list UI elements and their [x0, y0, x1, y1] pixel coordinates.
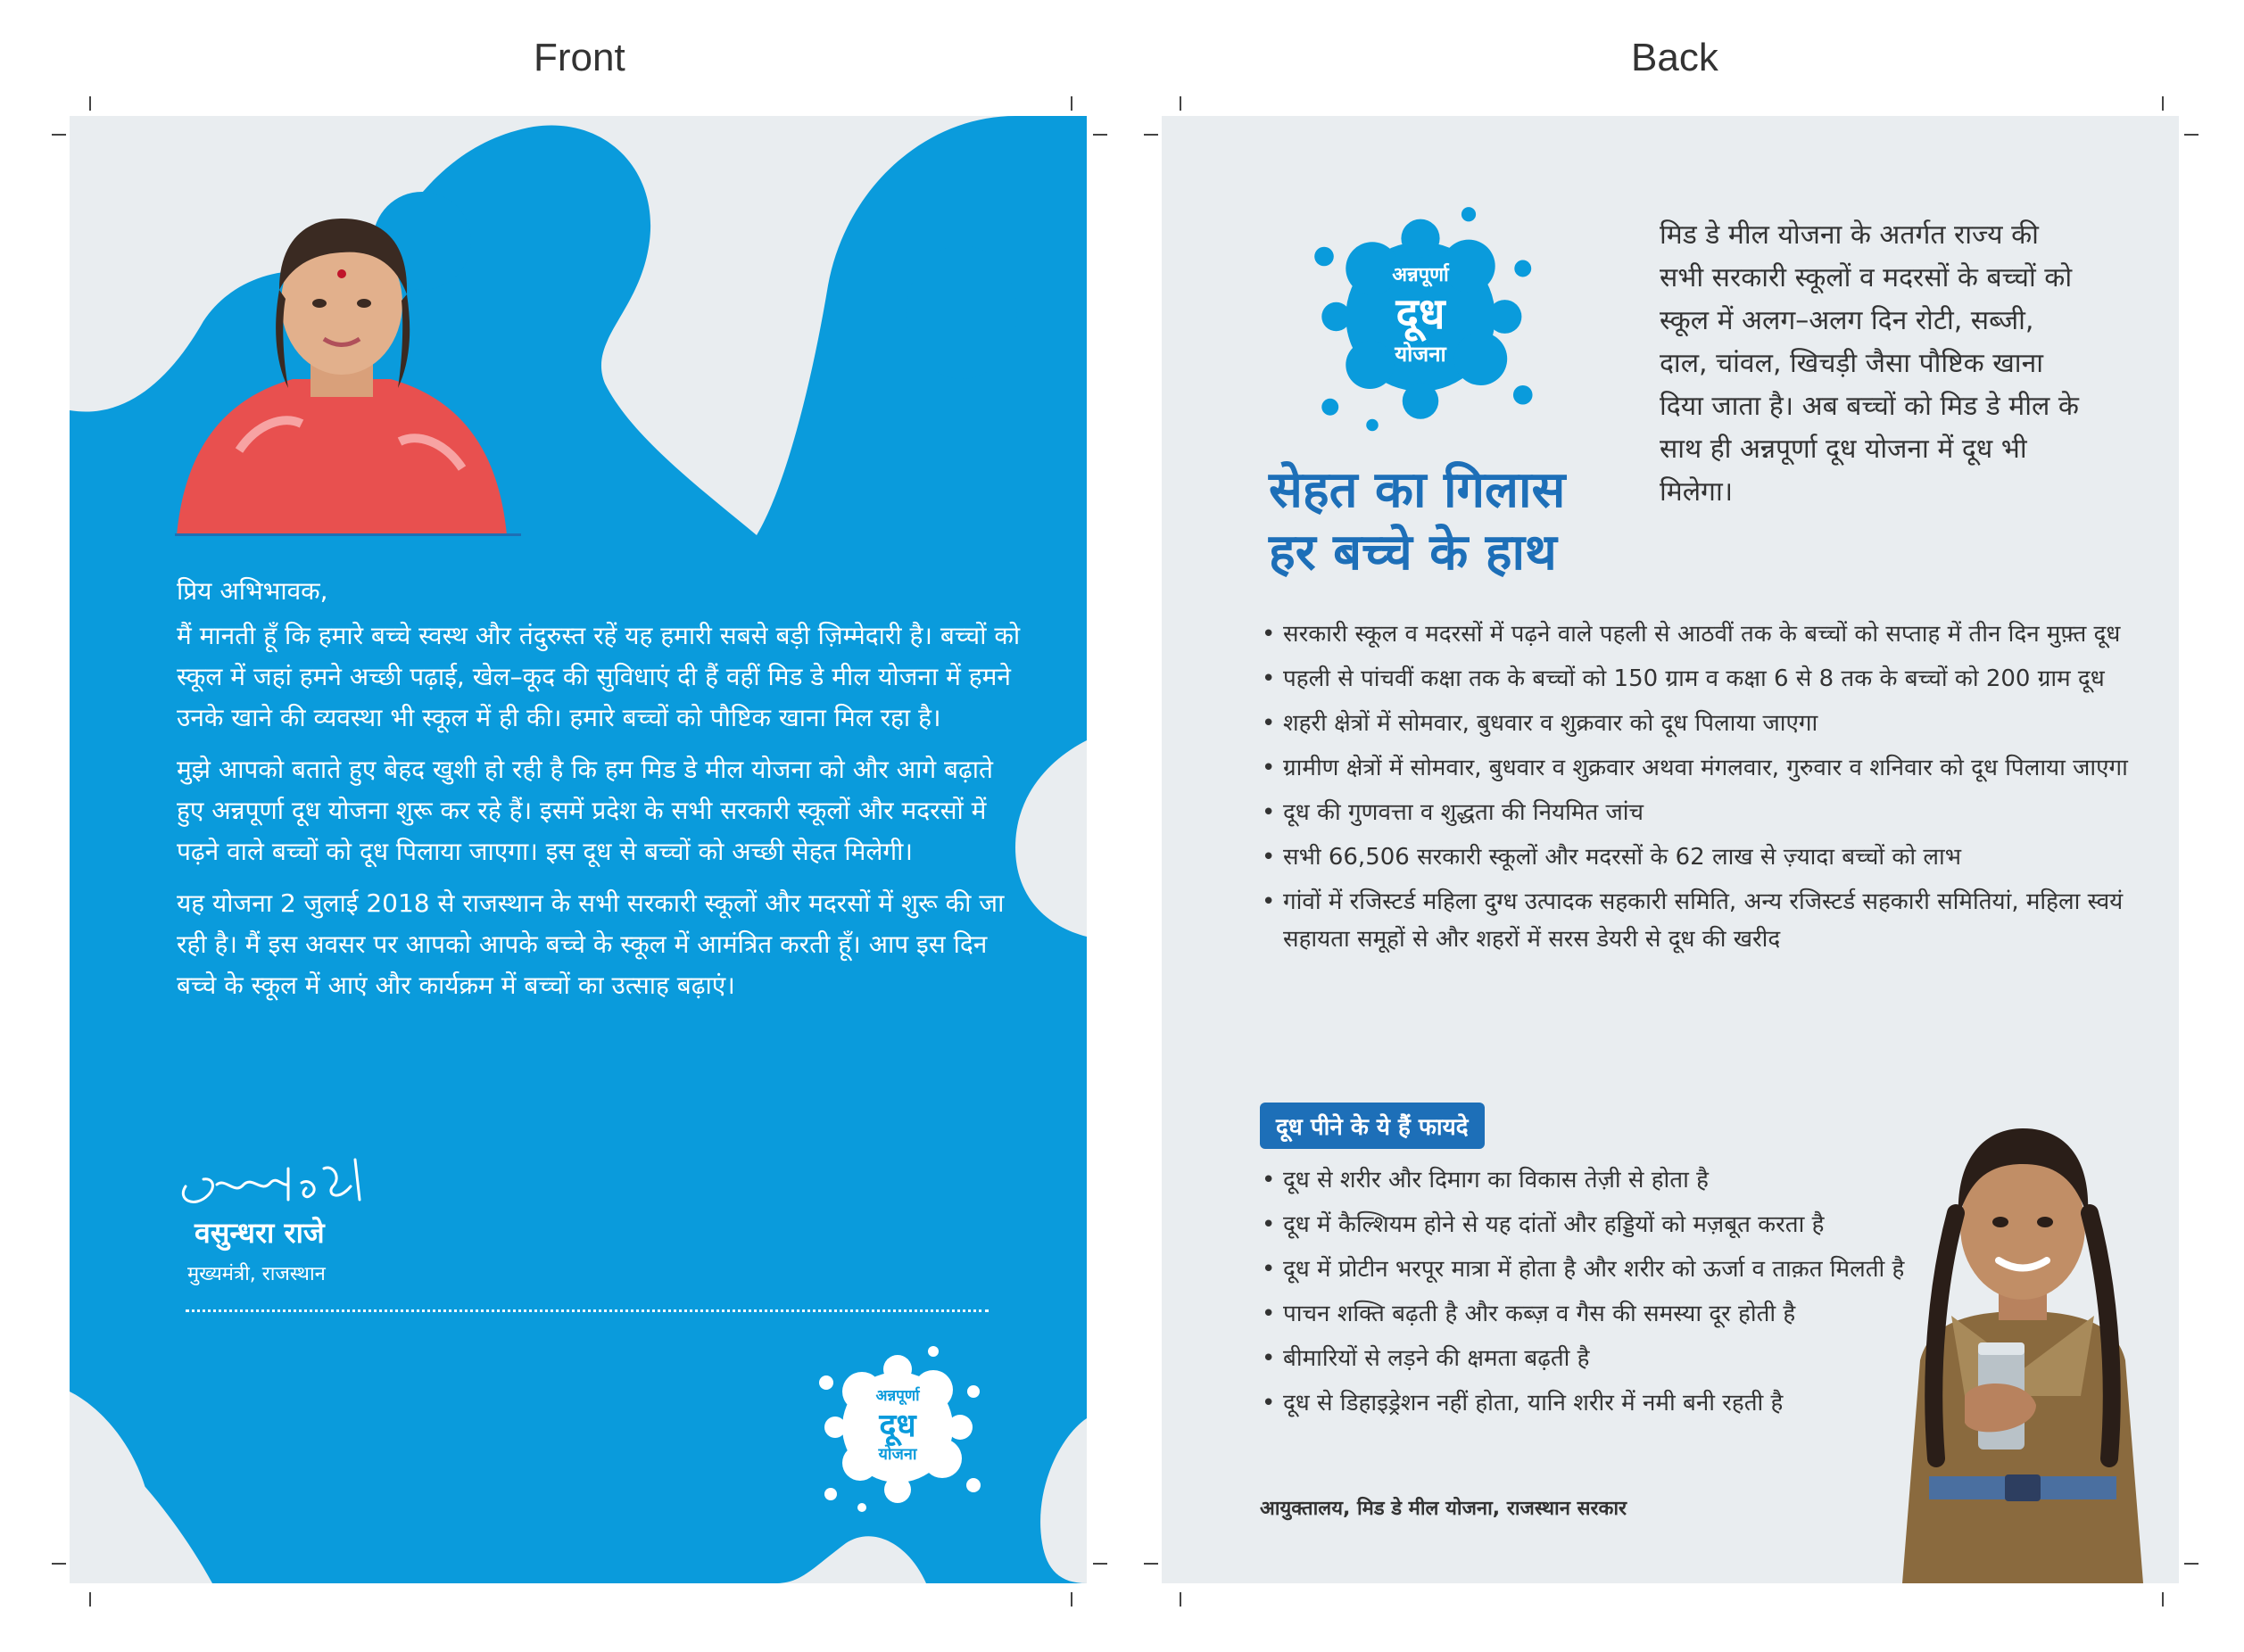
crop-mark	[89, 1592, 91, 1607]
list-item: • दूध की गुणवत्ता व शुद्धता की नियमित जांच	[1260, 794, 2161, 831]
student-with-milk-glass-image	[1867, 1102, 2179, 1583]
letter-paragraph: मुझे आपको बताते हुए बेहद खुशी हो रही है कि हम मिड डे मील योजना को और आगे बढ़ाते हुए अन्नपूर्णा दूध योजना शुरू कर रहे हैं। इसमें प्रदेश के सभी सरकारी स्कूलों और मदरसों में पढ़ने वाले बच्चों को दूध पिलाया जाएगा। इस दूध से बच्चों को अच्छी सेहत मिलेगी।	[177, 755, 993, 866]
crop-mark	[1144, 134, 1158, 136]
back-heading: Back	[1631, 36, 1718, 79]
list-item: • दूध से शरीर और दिमाग का विकास तेज़ी से होता है	[1260, 1161, 1974, 1199]
list-item: • गांवों में रजिस्टर्ड महिला दुग्ध उत्पादक सहकारी समिति, अन्य रजिस्टर्ड सहकारी समितियां, महिला स्वयं सहायता समूहों से और शहरों में सरस डेयरी से दूध की खरीद	[1260, 883, 2161, 958]
crop-mark	[2162, 96, 2164, 111]
slogan	[1269, 459, 1565, 584]
annapurna-doodh-yojana-logo	[808, 1338, 987, 1516]
list-item: • शहरी क्षेत्रों में सोमवार, बुधवार व शुक्रवार को दूध पिलाया जाएगा	[1260, 705, 2161, 742]
list-item: • ग्रामीण क्षेत्रों में सोमवार, बुधवार व शुक्रवार अथवा मंगलवार, गुरुवार व शनिवार को दूध पिलाया जाएगा	[1260, 749, 2161, 787]
intro-text: मिड डे मील योजना के अतर्गत राज्य की सभी सरकारी स्कूलों व मदरसों के बच्चों को स्कूल में अलग–अलग दिन रोटी, सब्जी, दाल, चांवल, खिचड़ी जैसा पौष्टिक खाना दिया जाता है। अब बच्चों को मिड डे मील के साथ ही अन्नपूर्णा दूध योजना में दूध भी मिलेगा।	[1660, 219, 2079, 508]
portrait-underline	[175, 533, 521, 536]
crop-mark	[1180, 1592, 1181, 1607]
crop-mark	[1071, 1592, 1072, 1607]
crop-mark	[52, 134, 66, 136]
back-card	[1162, 116, 2179, 1583]
crop-mark	[2184, 1563, 2198, 1565]
letter-paragraph: यह योजना 2 जुलाई 2018 से राजस्थान के सभी सरकारी स्कूलों और मदरसों में शुरू की जा रही है। मैं इस अवसर पर आपको आपके बच्चे के स्कूल में आमंत्रित करती हूँ। आप इस दिन बच्चे के स्कूल में आएं और कार्यक्रम में बच्चों का उत्साह बढ़ाएं।	[177, 888, 1005, 1000]
crop-mark	[1093, 1563, 1107, 1565]
signer-role: मुख्यमंत्री, राजस्थान	[187, 1263, 326, 1285]
logo-text-middle: दूध	[1395, 289, 1445, 339]
front-card	[70, 116, 1087, 1583]
annapurna-doodh-yojana-logo	[1300, 196, 1541, 437]
logo-text-bottom: योजना	[1395, 342, 1446, 367]
logo-text-bottom: योजना	[878, 1445, 917, 1464]
crop-mark	[1071, 96, 1072, 111]
crop-mark	[2184, 134, 2198, 136]
crop-mark	[1093, 134, 1107, 136]
logo-text-top: अन्नपूर्णा	[1392, 264, 1449, 286]
logo-text-top: अन्नपूर्णा	[875, 1387, 920, 1405]
crop-mark	[52, 1563, 66, 1565]
signer-name: वसुन्धरा राजे	[195, 1216, 325, 1250]
letter-salutation: प्रिय अभिभावक,	[177, 576, 328, 606]
crop-mark	[1144, 1563, 1158, 1565]
benefits-heading: दूध पीने के ये हैं फायदे	[1260, 1103, 1485, 1149]
scheme-facts-list	[1260, 615, 2161, 965]
handwritten-signature	[177, 1151, 373, 1213]
logo-text-middle: दूध	[879, 1408, 916, 1444]
list-item: • सभी 66,506 सरकारी स्कूलों और मदरसों के 62 लाख से ज़्यादा बच्चों को लाभ	[1260, 838, 2161, 876]
list-item: • दूध में प्रोटीन भरपूर मात्रा में होता है और शरीर को ऊर्जा व ताक़त मिलती है	[1260, 1251, 1974, 1288]
list-item: • दूध से डिहाइड्रेशन नहीं होता, यानि शरीर में नमी बनी रहती है	[1260, 1384, 1974, 1422]
list-item: • पाचन शक्ति बढ़ती है और कब्ज़ व गैस की समस्या दूर होती है	[1260, 1295, 1974, 1333]
list-item: • बीमारियों से लड़ने की क्षमता बढ़ती है	[1260, 1340, 1974, 1377]
dotted-divider	[186, 1309, 989, 1312]
letter-paragraph: मैं मानती हूँ कि हमारे बच्चे स्वस्थ और तंदुरुस्त रहें यह हमारी सबसे बड़ी ज़िम्मेदारी है। बच्चों को स्कूल में जहां हमने अच्छी पढ़ाई, खेल–कूद की सुविधाएं दी हैं वहीं मिड डे मील योजना में हमने उनके खाने की व्यवस्था भी स्कूल में ही की। हमारे बच्चों को पौष्टिक खाना मिल रहा है।	[177, 621, 1021, 732]
crop-mark	[2162, 1592, 2164, 1607]
list-item: • दूध में कैल्शियम होने से यह दांतों और हड्डियों को मज़बूत करता है	[1260, 1206, 1974, 1243]
list-item: • सरकारी स्कूल व मदरसों में पढ़ने वाले पहली से आठवीं तक के बच्चों को सप्ताह में तीन दिन मुफ़्त दूध	[1260, 615, 2161, 653]
footer-credit: आयुक्तालय, मिड डे मील योजना, राजस्थान सरकार	[1260, 1498, 1627, 1520]
crop-mark	[1180, 96, 1181, 111]
front-heading: Front	[534, 36, 625, 79]
slogan-line-2: हर बच्चे के हाथ	[1269, 524, 1557, 582]
slogan-line-1: सेहत का गिलास	[1269, 461, 1566, 519]
chief-minister-portrait	[177, 219, 507, 535]
letter-body	[177, 571, 1024, 1017]
list-item: • पहली से पांचवीं कक्षा तक के बच्चों को 150 ग्राम व कक्षा 6 से 8 तक के बच्चों को 200 ग्राम दूध	[1260, 660, 2161, 698]
crop-mark	[89, 96, 91, 111]
